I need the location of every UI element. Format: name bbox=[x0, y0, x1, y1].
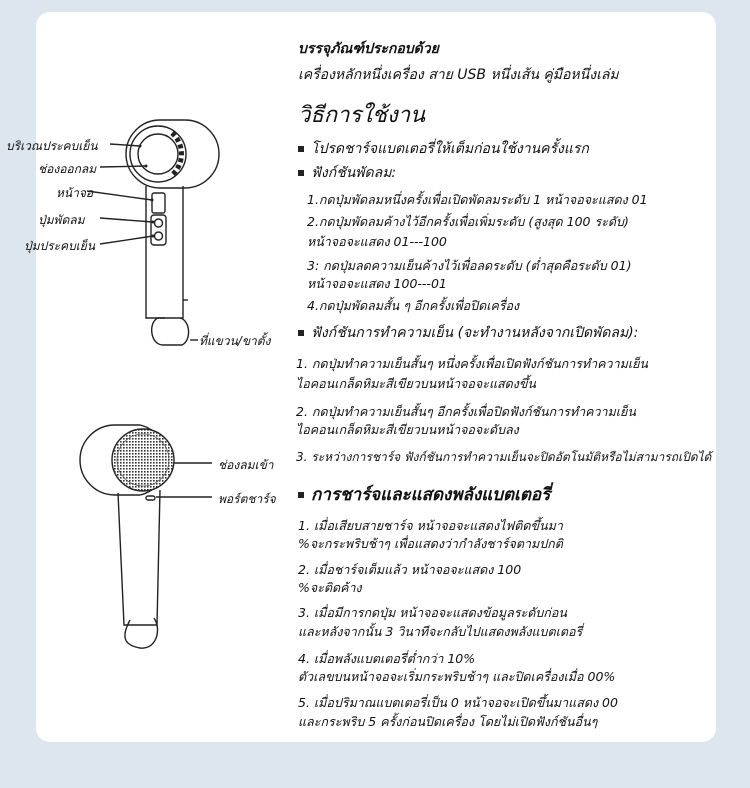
battery-title bbox=[298, 481, 550, 508]
battery-step: 2. เมื่อชาร์จเต็มแล้ว หน้าจอจะแสดง 100 bbox=[298, 562, 522, 577]
bullet-icon bbox=[298, 170, 304, 176]
label-display: หน้าจอ bbox=[56, 186, 94, 200]
battery-step: %จะติดค้าง bbox=[298, 580, 362, 595]
label-cooling-area: บริเวณประคบเย็น bbox=[6, 139, 98, 153]
label-cool-button: ปุ่มประคบเย็น bbox=[24, 239, 96, 253]
bullet-icon bbox=[298, 492, 304, 498]
fan-step: 3: กดปุ่มลดความเย็นค้างไว้เพื่อลดระดับ (ต่ำสุดคือระดับ 01) bbox=[307, 258, 632, 273]
battery-step: %จะกระพริบช้าๆ เพื่อแสดงว่ากำลังชาร์จตามปกติ bbox=[298, 536, 563, 551]
battery-step: และกระพริบ 5 ครั้งก่อนปิดเครื่อง โดยไม่เปิดฟังก์ชันอื่นๆ bbox=[298, 714, 598, 729]
cooling-step: ไอคอนเกล็ดหิมะสีเขียวบนหน้าจอจะดับลง bbox=[296, 422, 519, 437]
label-charge-port: พอร์ตชาร์จ bbox=[218, 492, 276, 506]
fan-step: 4.กดปุ่มพัดลมสั้น ๆ อีกครั้งเพื่อปิดเครื่อง bbox=[307, 298, 520, 313]
battery-step: ตัวเลขบนหน้าจอจะเริ่มกระพริบช้าๆ และปิดเครื่องเมื่อ 00% bbox=[298, 669, 616, 684]
battery-step: 5. เมื่อปริมาณแบตเตอรี่เป็น 0 หน้าจอจะเปิดขึ้นมาแสดง 00 bbox=[298, 695, 618, 710]
cooling-step: ไอคอนเกล็ดหิมะสีเขียวบนหน้าจอจะแสดงขึ้น bbox=[296, 376, 536, 391]
package-contents: เครื่องหลักหนึ่งเครื่อง สาย USB หนึ่งเส้น คู่มือหนึ่งเล่ม bbox=[298, 67, 619, 83]
battery-step: และหลังจากนั้น 3 วินาทีจะกลับไปแสดงพลังแบตเตอรี่ bbox=[298, 624, 583, 639]
bullet-icon bbox=[298, 146, 304, 152]
air-inlet bbox=[112, 429, 174, 491]
cooling-step: 1. กดปุ่มทำความเย็นสั้นๆ หนึ่งครั้งเพื่อเปิดฟังก์ชันการทำความเย็น bbox=[296, 356, 648, 371]
usage-title: วิธีการใช้งาน bbox=[298, 103, 426, 128]
back-handle bbox=[118, 490, 160, 625]
fan-step: หน้าจอจะแสดง 100---01 bbox=[307, 276, 447, 291]
charge-port bbox=[146, 496, 155, 500]
bullet-icon bbox=[298, 330, 304, 336]
cooling-step: 2. กดปุ่มทำความเย็นสั้นๆ อีกครั้งเพื่อปิดฟังก์ชันการทำความเย็น bbox=[296, 404, 636, 419]
battery-title-text: การชาร์จและแสดงพลังแบตเตอรี่ bbox=[311, 485, 551, 505]
fan-function-text: ฟังก์ชันพัดลม: bbox=[311, 165, 397, 181]
cooling-function-text: ฟังก์ชันการทำความเย็น (จะทำงานหลังจากเปิดพัดลม): bbox=[311, 325, 639, 341]
fan-function-title bbox=[298, 162, 396, 184]
label-fan-button: ปุ่มพัดลม bbox=[38, 213, 85, 227]
cooling-step: 3. ระหว่างการชาร์จ ฟังก์ชันการทำความเย็นจะปิดอัตโนมัติหรือไม่สามารถเปิดได้ bbox=[296, 450, 712, 464]
fan-step: 1.กดปุ่มพัดลมหนึ่งครั้งเพื่อเปิดพัดลมระดับ 1 หน้าจอจะแสดง 01 bbox=[307, 192, 648, 207]
battery-step: 3. เมื่อมีการกดปุ่ม หน้าจอจะแสดงข้อมูลระดับก่อน bbox=[298, 605, 567, 620]
fan-step: 2.กดปุ่มพัดลมค้างไว้อีกครั้งเพื่อเพิ่มระดับ (สูงสุด 100 ระดับ) bbox=[307, 214, 629, 229]
cooling-function-title bbox=[298, 322, 638, 344]
label-hanger-stand: ที่แขวน/ขาตั้ง bbox=[199, 334, 271, 348]
battery-step: 4. เมื่อพลังแบตเตอรี่ต่ำกว่า 10% bbox=[298, 651, 476, 666]
battery-step: 1. เมื่อเสียบสายชาร์จ หน้าจอจะแสดงไฟติดขึ้นมา bbox=[298, 518, 563, 533]
charge-first-note bbox=[298, 138, 589, 160]
fan-step: หน้าจอจะแสดง 01---100 bbox=[307, 234, 447, 249]
label-air-inlet: ช่องลมเข้า bbox=[218, 458, 274, 472]
package-title: บรรจุภัณฑ์ประกอบด้วย bbox=[298, 41, 439, 57]
charge-first-text: โปรดชาร์จแบตเตอรี่ให้เต็มก่อนใช้งานครั้งแรก bbox=[311, 141, 589, 157]
label-air-outlet: ช่องออกลม bbox=[38, 162, 97, 176]
back-lanyard bbox=[125, 618, 158, 648]
